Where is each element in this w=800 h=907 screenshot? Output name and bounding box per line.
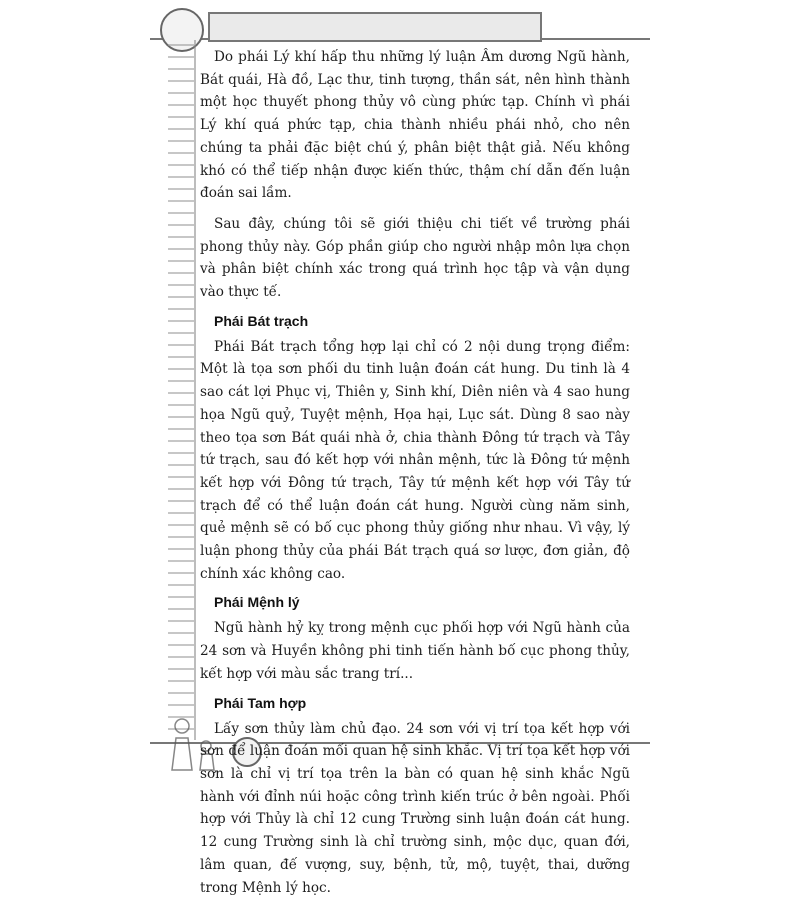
paragraph-tam-hop: Lấy sơn thủy làm chủ đạo. 24 sơn với vị trí tọa kết hợp với sơn để luận đoán mối quan hệ sinh khắc. Vị trí tọa kết hợp với sơn là chỉ vị trí tọa trên la bàn có quan hệ sinh khắc Ngũ hành với đỉnh núi hoặc công trình kiến trúc ở bên ngoài. Phối hợp với Thủy là chỉ 12 cung Trường sinh luận đoán cát hung. 12 cung Trường sinh là chỉ trường sinh, mộc dục, quan đới, lâm quan, đế vượng, suy, bệnh, tử, mộ, tuyệt, thai, dưỡng trong Mệnh lý học.: [200, 720, 630, 896]
paragraph-intro-2: Sau đây, chúng tôi sẽ giới thiệu chi tiết về trường phái phong thủy này. Góp phần giúp cho người nhập môn lựa chọn và phân biệt chính xác trong quá trình học tập và vận dụng vào thực tế.: [200, 215, 630, 301]
running-header-banner: [208, 12, 542, 42]
heading-menh-ly: Phái Mệnh lý: [214, 594, 300, 611]
paragraph-intro-1: Do phái Lý khí hấp thu những lý luận Âm dương Ngũ hành, Bát quái, Hà đồ, Lạc thư, tinh tượng, thần sát, nên hình thành một học thuyết phong thủy vô cùng phức tạp. Chính vì phái Lý khí quá phức tạp, chia thành nhiều phái nhỏ, cho nên chúng ta phải đặc biệt chú ý, phân biệt thật giả. Nếu không khó có thể tiếp nhận được kiến thức, thậm chí dẫn đến luận đoán sai lầm.: [200, 49, 630, 202]
body-text: [200, 46, 630, 907]
paragraph-bat-trach: Phái Bát trạch tổng hợp lại chỉ có 2 nội dung trọng điểm: Một là tọa sơn phối du tinh luận đoán cát hung. Du tinh là 4 sao cát lợi Phục vị, Thiên y, Sinh khí, Diên niên và 4 sao hung họa Ngũ quỷ, Tuyệt mệnh, Họa hại, Lục sát. Dùng 8 sao này theo tọa sơn Bát quái nhà ở, chia thành Đông tứ trạch và Tây tứ trạch, sau đó kết hợp với nhân mệnh, tức là Đông tứ mệnh kết hợp với Đông tứ trạch, Tây tứ mệnh kết hợp với Tây tứ trạch để có thể luận đoán cát hung. Người cùng năm sinh, quẻ mệnh sẽ có bố cục phong thủy giống như nhau. Vì vậy, lý luận phong thủy của phái Bát trạch quá sơ lược, đơn giản, độ chính xác không cao.: [200, 338, 630, 582]
heading-tam-hop: Phái Tam hợp: [214, 694, 307, 711]
heading-bat-trach: Phái Bát trạch: [214, 312, 309, 329]
decorative-border-left: [168, 40, 196, 740]
paragraph-menh-ly: Ngũ hành hỷ kỵ trong mệnh cục phối hợp với Ngũ hành của 24 sơn và Huyền không phi tinh tiến hành bố cục phong thủy, kết hợp với màu sắc trang trí...: [200, 620, 630, 682]
